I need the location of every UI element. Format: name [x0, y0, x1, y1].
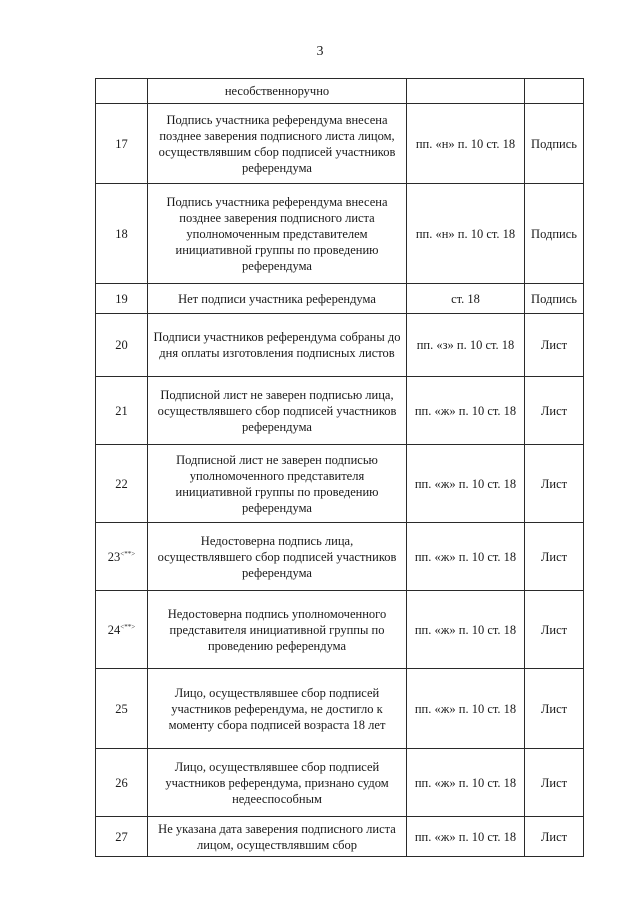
row-number: 26	[115, 775, 128, 790]
row-number: 20	[115, 338, 128, 352]
row-number-cell	[96, 314, 148, 377]
violation-description: Нет подписи участника референдума	[148, 284, 407, 314]
violations-table	[95, 78, 584, 857]
invalidation-unit: Лист	[525, 523, 584, 591]
row-number: 19	[115, 291, 128, 306]
table-row	[96, 749, 584, 817]
row-number-cell	[96, 817, 148, 857]
invalidation-unit	[525, 79, 584, 104]
violation-description: Лицо, осуществлявшее сбор подписей участников референдума, не достигло к моменту сбора подписей возраста 18 лет	[148, 669, 407, 749]
violation-description: Подписи участников референдума собраны до дня оплаты изготовления подписных листов	[148, 314, 407, 377]
violation-description: Недостоверна подпись лица, осуществлявшего сбор подписей участников референдума	[148, 523, 407, 591]
row-number: 21	[115, 403, 128, 418]
violation-description: Подпись участника референдума внесена позднее заверения подписного листа лицом, осуществлявшим сбор подписей участников референдума	[148, 104, 407, 184]
law-reference: пп. «ж» п. 10 ст. 18	[407, 523, 525, 591]
invalidation-unit: Лист	[525, 377, 584, 445]
row-number-cell	[96, 523, 148, 591]
row-number-cell	[96, 377, 148, 445]
table-row	[96, 817, 584, 857]
row-number-cell	[96, 591, 148, 669]
table-row	[96, 79, 584, 104]
table-row	[96, 445, 584, 523]
table-row	[96, 314, 584, 377]
row-number-cell	[96, 284, 148, 314]
violation-description: Подпись участника референдума внесена позднее заверения подписного листа уполномоченным представителем инициативной группы по проведению референдума	[148, 184, 407, 284]
table-row	[96, 284, 584, 314]
row-number-cell	[96, 104, 148, 184]
table-row	[96, 104, 584, 184]
violation-description: несобственноручно	[148, 79, 407, 104]
violation-description: Недостоверна подпись уполномоченного представителя инициативной группы по проведению референдума	[148, 591, 407, 669]
row-number: 18	[115, 226, 128, 241]
violation-description: Не указана дата заверения подписного листа лицом, осуществлявшим сбор	[148, 817, 407, 857]
invalidation-unit: Лист	[525, 591, 584, 669]
row-number: 25	[115, 701, 128, 716]
law-reference: пп. «ж» п. 10 ст. 18	[407, 377, 525, 445]
law-reference: пп. «ж» п. 10 ст. 18	[407, 445, 525, 523]
law-reference	[407, 79, 525, 104]
table-row	[96, 184, 584, 284]
law-reference: пп. «ж» п. 10 ст. 18	[407, 749, 525, 817]
table-row	[96, 377, 584, 445]
table-row	[96, 669, 584, 749]
row-number-cell	[96, 669, 148, 749]
row-number: 17	[115, 136, 128, 151]
violation-description: Лицо, осуществлявшее сбор подписей участников референдума, признано судом недееспособным	[148, 749, 407, 817]
page-number: 3	[316, 44, 324, 59]
law-reference: пп. «ж» п. 10 ст. 18	[407, 591, 525, 669]
law-reference: пп. «н» п. 10 ст. 18	[407, 184, 525, 284]
invalidation-unit: Подпись	[525, 284, 584, 314]
law-reference: ст. 18	[407, 284, 525, 314]
invalidation-unit: Лист	[525, 749, 584, 817]
invalidation-unit: Лист	[525, 817, 584, 857]
row-number-cell	[96, 79, 148, 104]
row-number: 24	[107, 622, 121, 637]
row-number: 22	[115, 476, 128, 491]
row-number: 27	[115, 829, 128, 844]
footnote-marker: <**>	[120, 622, 136, 631]
invalidation-unit: Лист	[525, 314, 584, 377]
table-row	[96, 523, 584, 591]
law-reference: пп. «з» п. 10 ст. 18	[407, 314, 525, 377]
law-reference: пп. «ж» п. 10 ст. 18	[407, 669, 525, 749]
invalidation-unit: Подпись	[525, 104, 584, 184]
table-body	[96, 79, 584, 857]
law-reference: пп. «н» п. 10 ст. 18	[407, 104, 525, 184]
law-reference: пп. «ж» п. 10 ст. 18	[407, 817, 525, 857]
table-row	[96, 591, 584, 669]
invalidation-unit: Лист	[525, 445, 584, 523]
violation-description: Подписной лист не заверен подписью уполномоченного представителя инициативной группы по проведению референдума	[148, 445, 407, 523]
row-number-cell	[96, 184, 148, 284]
row-number-cell	[96, 445, 148, 523]
invalidation-unit: Подпись	[525, 184, 584, 284]
row-number-cell	[96, 749, 148, 817]
invalidation-unit: Лист	[525, 669, 584, 749]
footnote-marker: <**>	[120, 549, 136, 558]
violation-description: Подписной лист не заверен подписью лица, осуществлявшего сбор подписей участников референдума	[148, 377, 407, 445]
row-number: 23	[107, 549, 121, 564]
